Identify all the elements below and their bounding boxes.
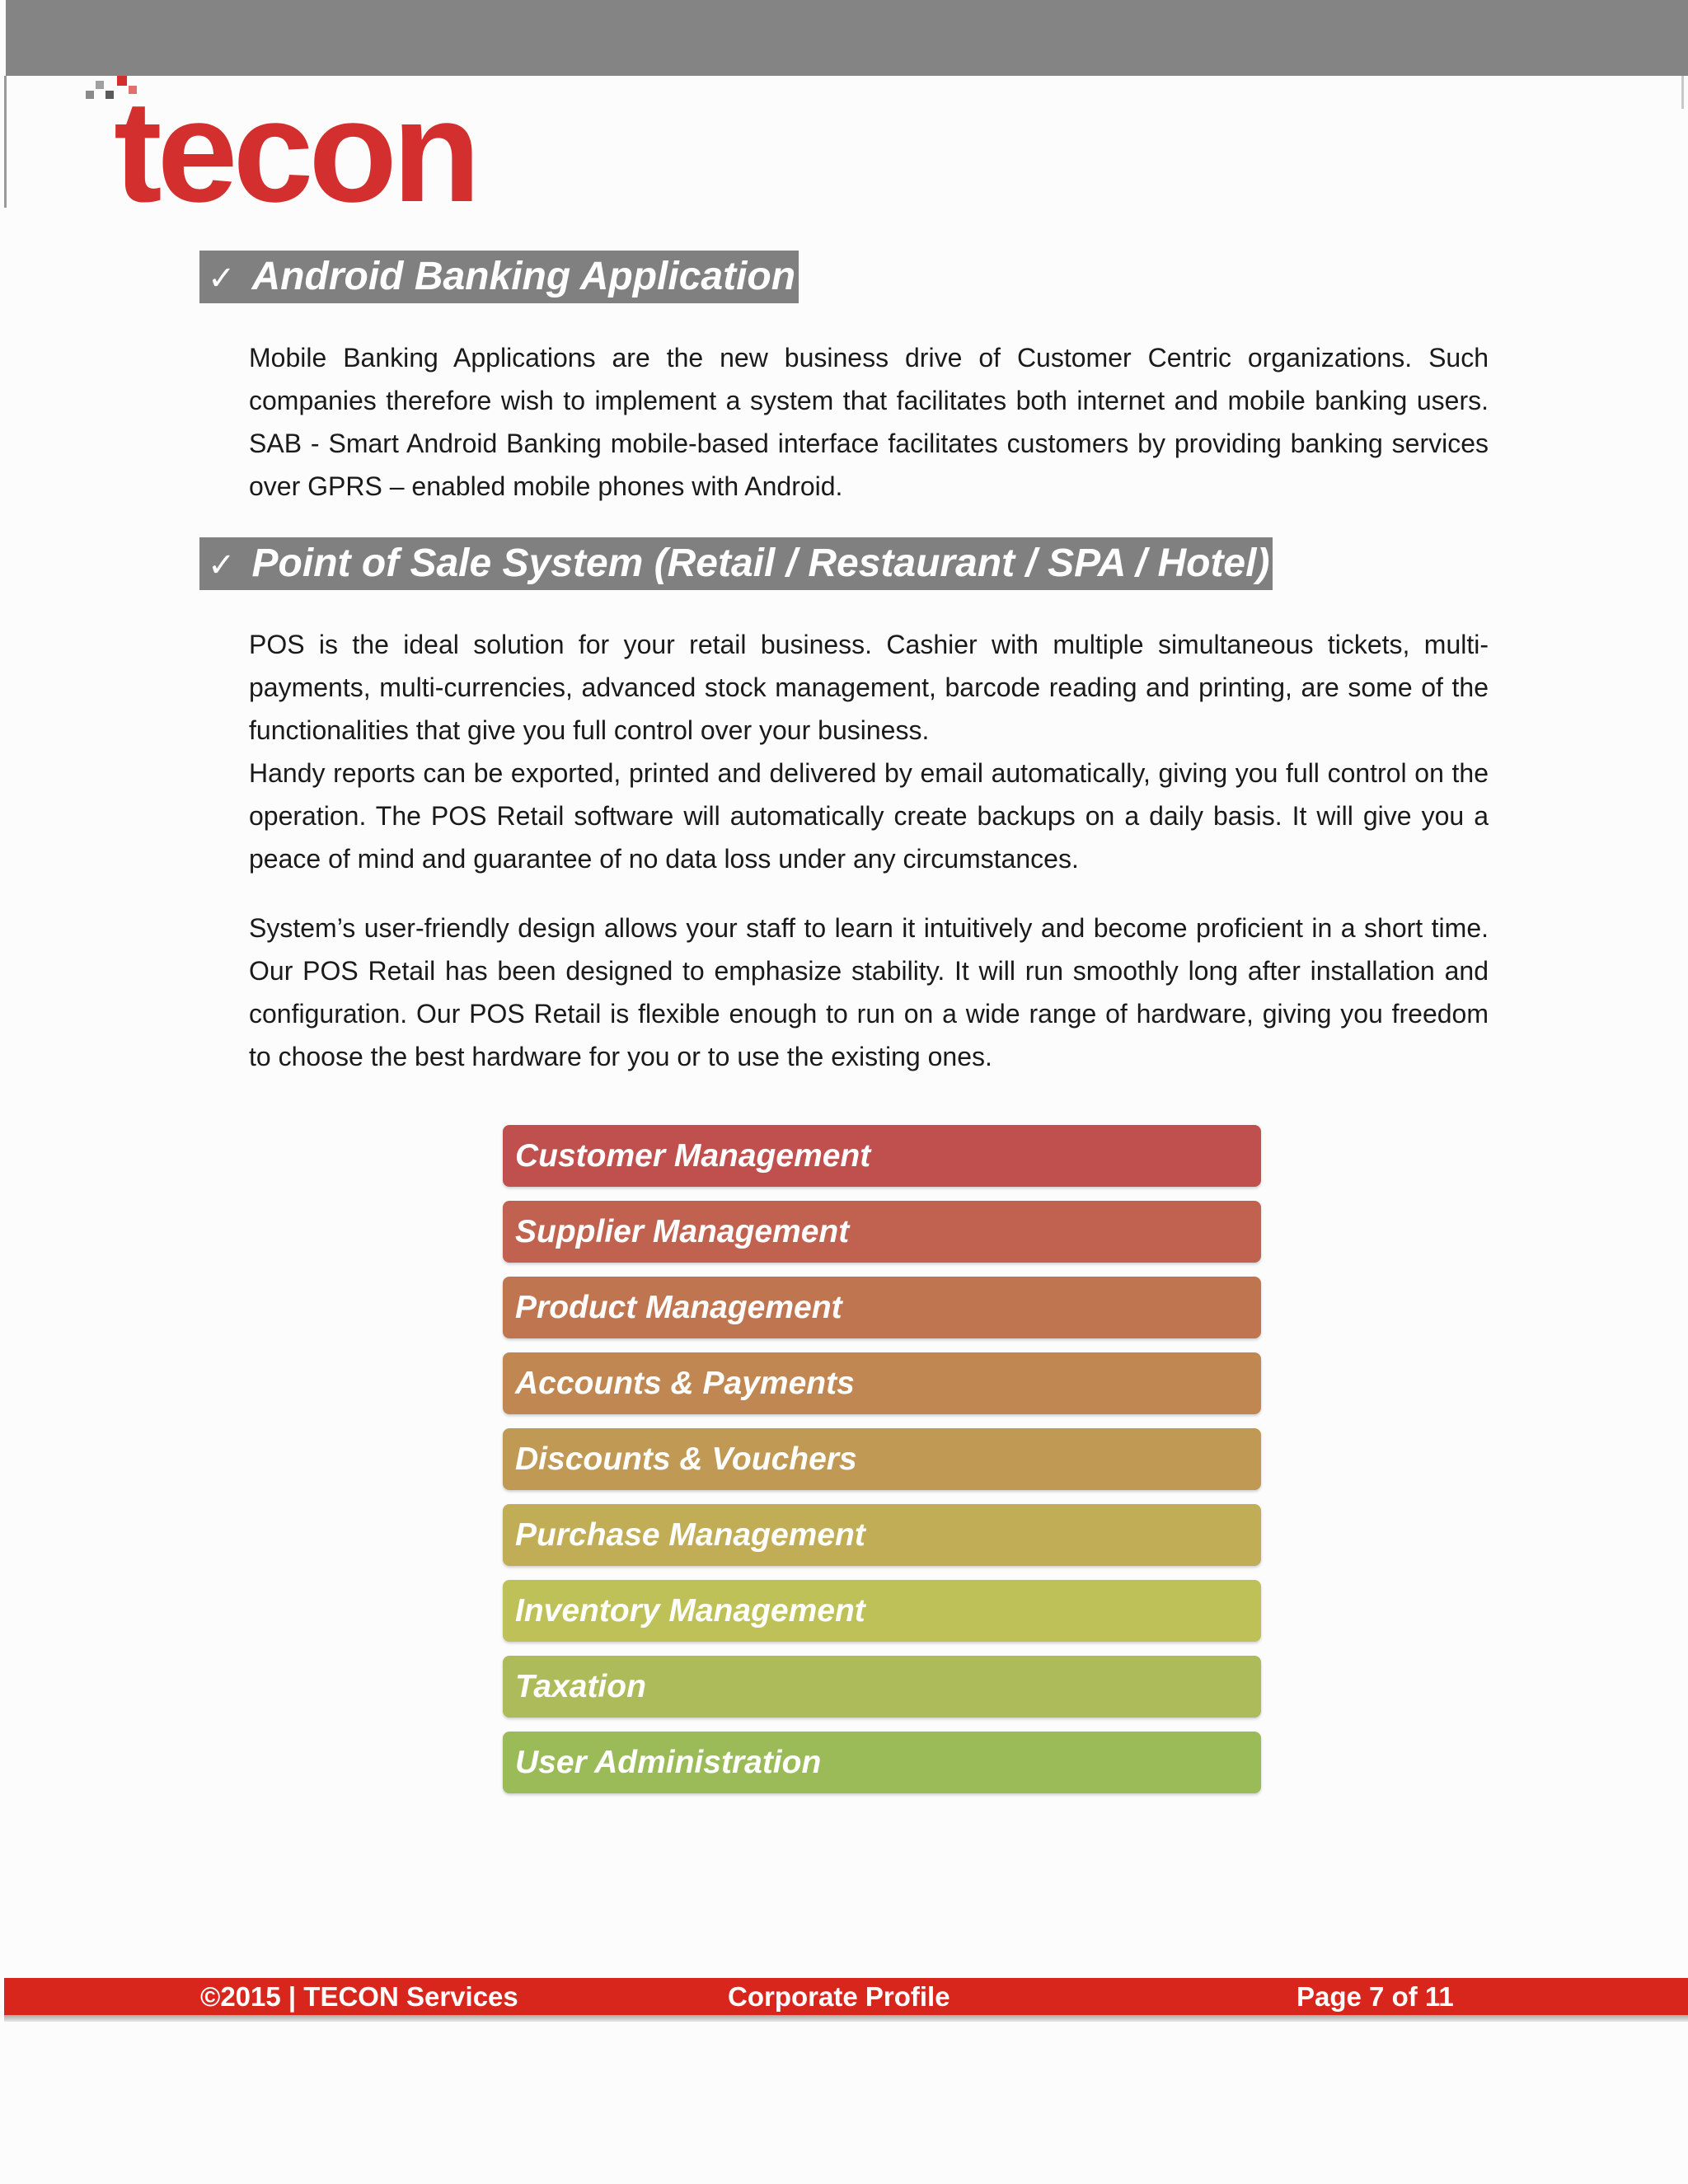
feature-item-purchase-management: Purchase Management bbox=[503, 1504, 1261, 1566]
header-bar bbox=[6, 0, 1688, 76]
header-left-rule bbox=[4, 76, 7, 208]
svg-text:tecon: tecon bbox=[114, 73, 476, 213]
checkmark-icon: ✓ bbox=[208, 546, 236, 584]
footer-copyright: ©2015 | TECON Services bbox=[200, 1981, 518, 2012]
feature-item-user-administration: User Administration bbox=[503, 1732, 1261, 1793]
android-banking-paragraph: Mobile Banking Applications are the new business drive of Customer Centric organizations. Such companies therefore wish to implement a system that facilitates both internet and mobile banking users. SAB - Smart Android Banking mobile-based interface facilitates customers by providing banking services over GPRS – enabled mobile phones with Android. bbox=[249, 343, 1489, 501]
footer-page-number: Page 7 of 11 bbox=[1296, 1981, 1454, 2012]
page-footer bbox=[4, 1978, 1688, 2015]
feature-item-inventory-management: Inventory Management bbox=[503, 1580, 1261, 1642]
checkmark-icon: ✓ bbox=[208, 260, 236, 298]
footer-document-title: Corporate Profile bbox=[728, 1981, 950, 2012]
feature-item-customer-management: Customer Management bbox=[503, 1125, 1261, 1187]
feature-item-accounts-payments: Accounts & Payments bbox=[503, 1352, 1261, 1414]
feature-item-product-management: Product Management bbox=[503, 1277, 1261, 1338]
feature-item-discounts-vouchers: Discounts & Vouchers bbox=[503, 1428, 1261, 1490]
feature-list bbox=[503, 1125, 1261, 1807]
section-heading-android-banking: ✓ Android Banking Application bbox=[199, 251, 799, 303]
section-heading-point-of-sale: ✓ Point of Sale System (Retail / Restaurant / SPA / Hotel) bbox=[199, 537, 1273, 590]
pos-paragraph-reports: Handy reports can be exported, printed and delivered by email automatically, giving you full control on the operation. The POS Retail software will automatically create backups on a daily basis. It will give you a peace of mind and guarantee of no data loss under any circumstances. bbox=[249, 758, 1489, 874]
feature-item-supplier-management: Supplier Management bbox=[503, 1201, 1261, 1263]
feature-item-taxation: Taxation bbox=[503, 1656, 1261, 1718]
tecon-logo bbox=[82, 73, 478, 213]
pos-paragraph-intro: POS is the ideal solution for your retail business. Cashier with multiple simultaneous tickets, multi-payments, multi-currencies, advanced stock management, barcode reading and printing, are some of the functionalities that give you full control over your business. bbox=[249, 630, 1489, 745]
pos-paragraph-design: System’s user-friendly design allows your staff to learn it intuitively and become proficient in a short time. Our POS Retail has been designed to emphasize stability. It will run smoothly long after installation and configuration. Our POS Retail is flexible enough to run on a wide range of hardware, giving you freedom to choose the best hardware for you or to use the existing ones. bbox=[249, 913, 1489, 1071]
header-right-rule bbox=[1681, 76, 1684, 109]
